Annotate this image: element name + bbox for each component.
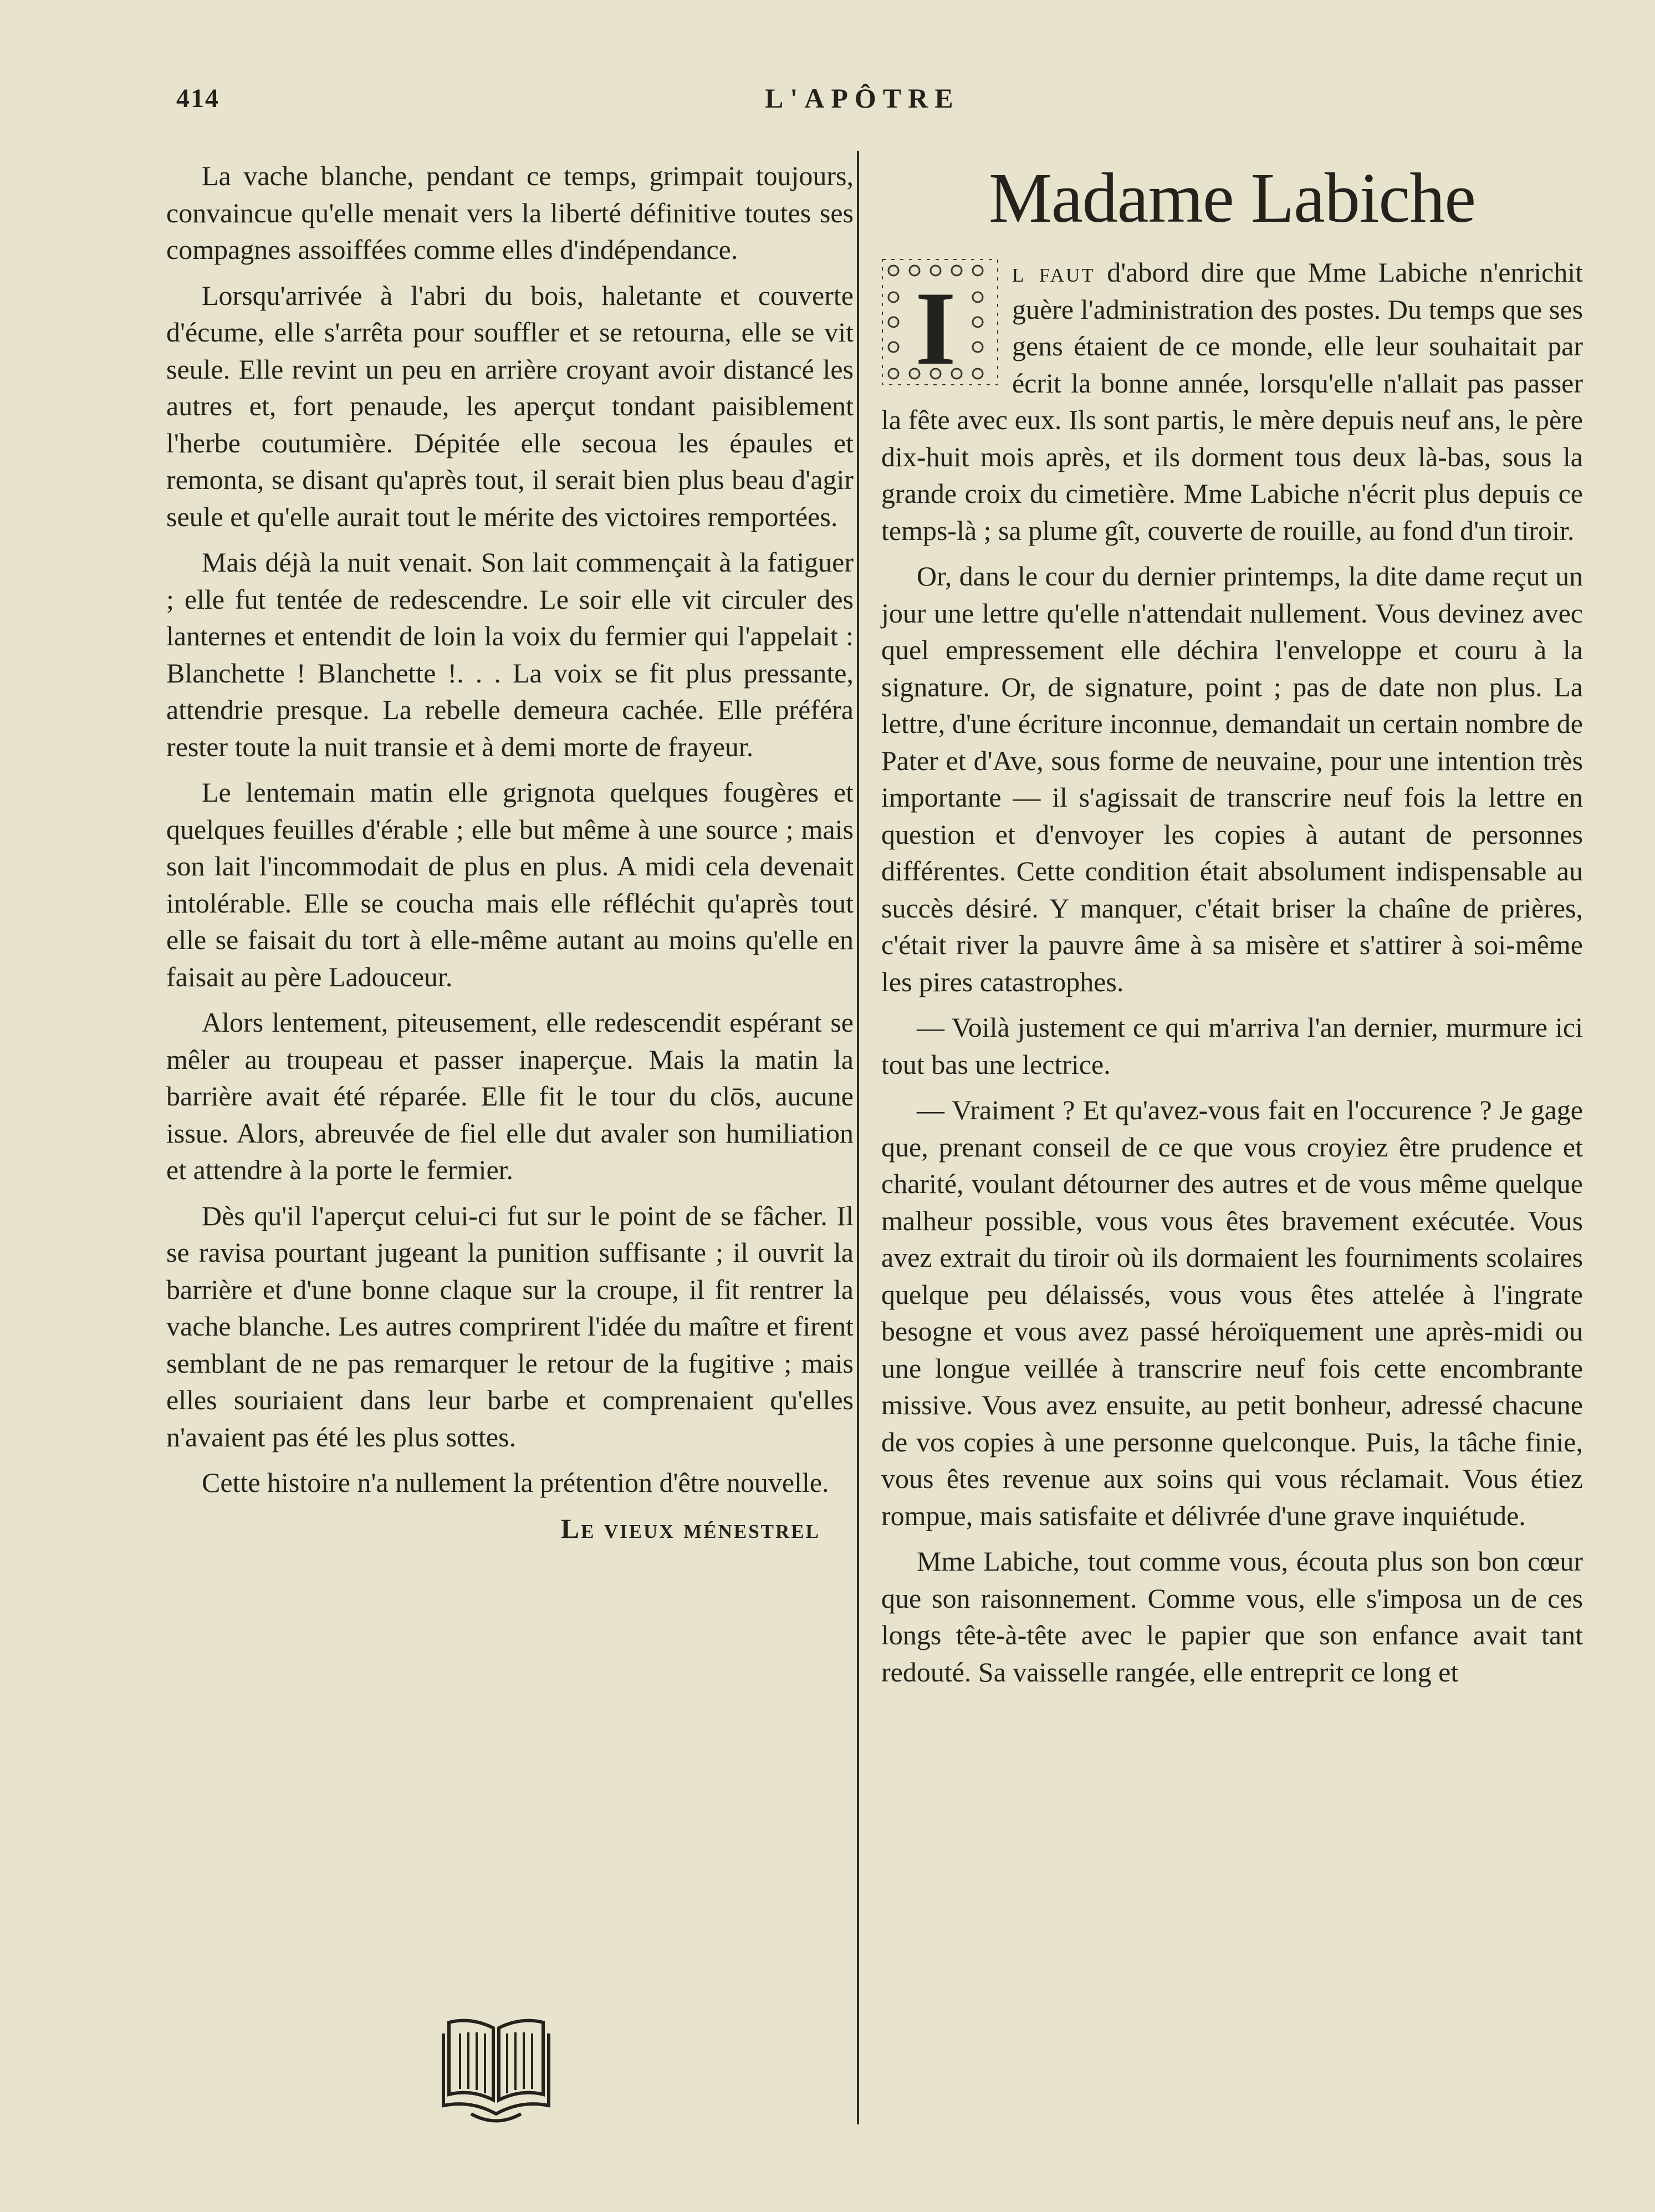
- lead-text: d'abord dire que Mme Labiche n'enrichit guère l'administration des postes. Du temps que ses gens étaient de ce monde, elle leur souhaitait par écrit la bonne année, lorsqu'elle n'allait pas passer la fête avec eux. Ils sont partis, le mère depuis neuf ans, le père dix-huit mois après, et ils dorment tous deux là-bas, sous la grande croix du cimetière. Mme Labiche n'écrit plus depuis ce temps-là ; sa plume gît, couverte de rouille, au fond d'un tiroir.: [881, 257, 1583, 546]
- journal-title: L'APÔTRE: [765, 83, 960, 114]
- left-paragraph-4: Le lentemain matin elle grignota quelques fougères et quelques feuilles d'érable ; elle but même à une source ; mais son lait l'incommodait de plus en plus. A midi cela devenait intolérable. Elle se coucha mais elle réfléchit qu'après tout elle se faisait du tort à elle-même autant au moins qu'elle en faisait au père Ladouceur.: [166, 777, 854, 992]
- right-paragraph-1: [881, 254, 1583, 549]
- column-divider: [857, 151, 859, 2124]
- open-book-icon: [438, 2011, 554, 2128]
- right-paragraph-2: Or, dans le cour du dernier printemps, la dite dame reçut un jour une lettre qu'elle n'attendait nullement. Vous devinez avec quel empressement elle déchira l'enveloppe et couru à la signature. Or, de signature, point ; pas de date non plus. La lettre, d'une écriture inconnue, demandait un certain nombre de Pater et d'Ave, sous forme de neuvaine, pour une intention très importante — il s'agissait de transcrire neuf fois la lettre en question et d'envoyer les copies à autant de personnes différentes. Cette condition était absolument indispensable au succès désiré. Y manquer, c'était briser la chaîne de prières, c'était river la pauvre âme à sa misère et s'attirer à soi-même les pires catastrophes.: [881, 560, 1583, 997]
- left-paragraph-2: Lorsqu'arrivée à l'abri du bois, haletante et couverte d'écume, elle s'arrêta pour souffler et se retourna, elle se vit seule. Elle revint un peu en arrière croyant avoir distancé les autres et, fort penaude, les aperçut tondant paisiblement l'herbe coutumière. Dépitée elle secoua les épaules et remonta, se disant qu'après tout, il serait bien plus beau d'agir seule et qu'elle aurait tout le mérite des victoires remportées.: [166, 279, 854, 532]
- drop-cap: [881, 258, 999, 386]
- left-paragraph-6: Dès qu'il l'aperçut celui-ci fut sur le point de se fâcher. Il se ravisa pourtant jugeant la punition suffisante ; il ouvrit la barrière et d'une bonne claque sur la croupe, il fit rentrer la vache blanche. Les autres comprirent l'idée du maître et firent semblant de ne pas remarquer le retour de la fugitive ; mais elles souriaient dans leur barbe et comprenaient qu'elles n'avaient pas été les plus sottes.: [166, 1200, 854, 1452]
- article-title: Madame Labiche: [989, 159, 1475, 237]
- left-paragraph-1: La vache blanche, pendant ce temps, grimpait toujours, convaincue qu'elle menait vers la liberté définitive toutes ses compagnes assoiffées comme elles d'indépendance.: [166, 160, 854, 265]
- left-paragraph-3: Mais déjà la nuit venait. Son lait commençait à la fatiguer ; elle fut tentée de redescendre. Le soir elle vit circuler des lanternes et entendit de loin la voix du fermier qui l'appelait : Blanchette ! Blanchette !. . . La voix se fit plus pressante, attendrie presque. La rebelle demeura cachée. Elle préféra rester toute la nuit transie et à demi morte de frayeur.: [166, 547, 854, 762]
- left-column: [166, 157, 854, 1547]
- left-paragraph-7: Cette histoire n'a nullement la prétention d'être nouvelle.: [202, 1467, 829, 1498]
- ornamental-drop-cap-icon: [881, 258, 999, 386]
- lead-small-caps: l faut: [1012, 257, 1095, 288]
- author-signature: Le vieux ménestrel: [560, 1512, 820, 1544]
- right-paragraph-3: — Voilà justement ce qui m'arriva l'an dernier, murmure ici tout bas une lectrice.: [881, 1012, 1583, 1080]
- drop-cap-letter: I: [915, 271, 956, 386]
- right-paragraph-4: — Vraiment ? Et qu'avez-vous fait en l'occurence ? Je gage que, prenant conseil de ce que vous croyiez être prudence et charité, voulant détourner des autres et de vous même quelque malheur possible, vous vous êtes bravement exécutée. Vous avez extrait du tiroir où ils dormaient les fourniments scolaires quelque peu délaissés, vous vous êtes attelée à l'ingrate besogne et vous avez passé héroïquement une après-midi ou une longue veillée à transcrire neuf fois cette encombrante missive. Vous avez ensuite, au petit bonheur, adressé chacune de vos copies à une personne quelconque. Puis, la tâche finie, vous êtes revenue aux soins qui vous réclamait. Vous étiez rompue, mais satisfaite et délivrée d'une grave inquiétude.: [881, 1094, 1583, 1531]
- right-paragraph-5: Mme Labiche, tout comme vous, écouta plus son bon cœur que son raisonnement. Comme vous, elle s'imposa un de ces longs tête-à-tête avec le papier que son enfance avait tant redouté. Sa vaisselle rangée, elle entreprit ce long et: [881, 1546, 1583, 1688]
- right-column: [881, 156, 1583, 1699]
- page-number: 414: [176, 84, 219, 113]
- left-paragraph-5: Alors lentement, piteusement, elle redescendit espérant se mêler au troupeau et passer inaperçue. Mais la matin la barrière avait été réparée. Elle fit le tour du clōs, aucune issue. Alors, abreuvée de fiel elle dut avaler son humiliation et attendre à la porte le fermier.: [166, 1007, 854, 1185]
